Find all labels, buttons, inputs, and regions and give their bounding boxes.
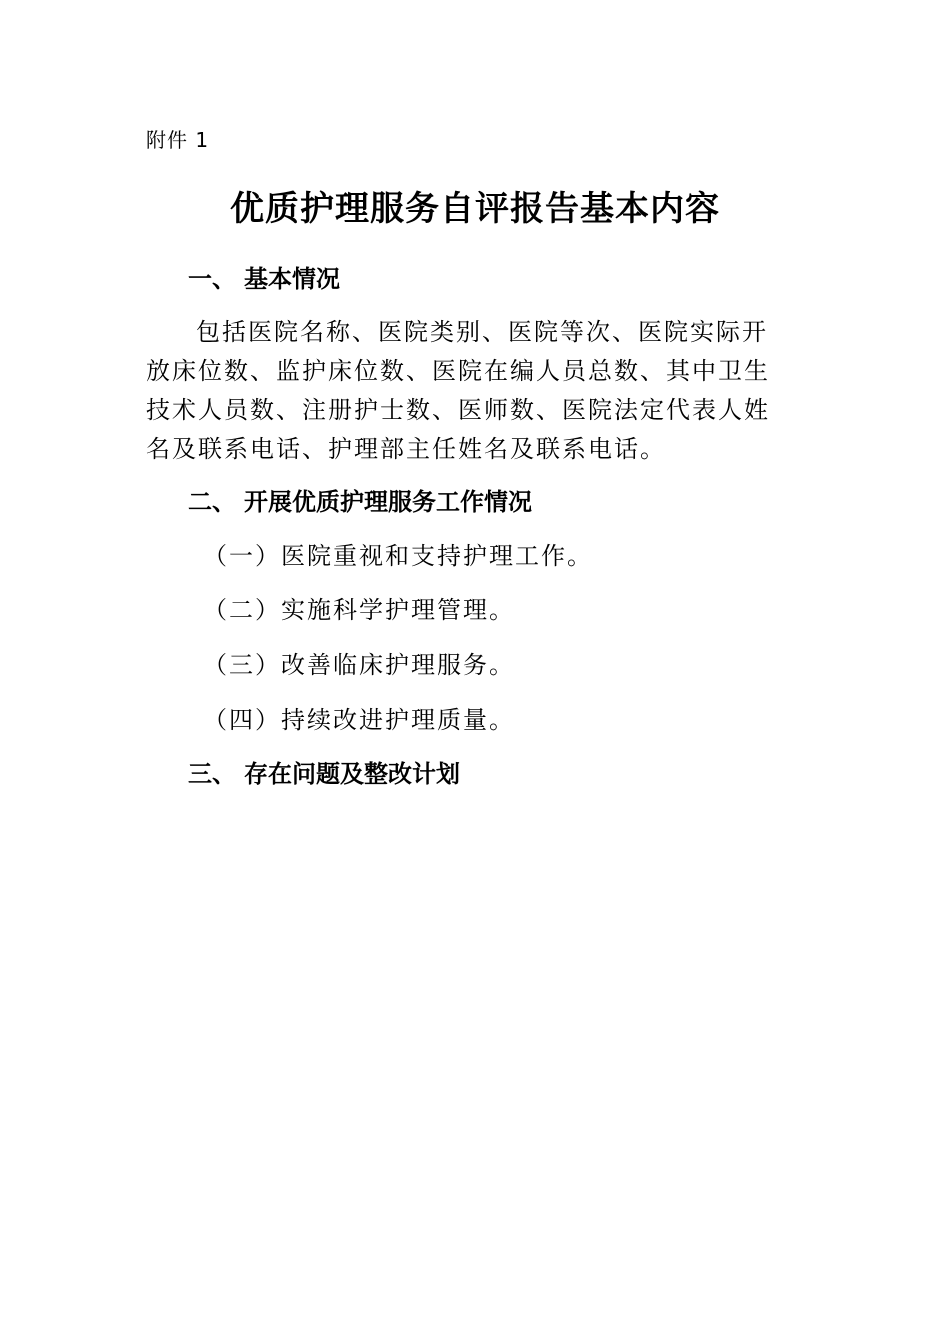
section-heading-basic-info xyxy=(188,262,340,296)
attachment-label: 附件 1 xyxy=(146,128,210,152)
section-title: 开展优质护理服务工作情况 xyxy=(244,488,532,516)
section-title: 存在问题及整改计划 xyxy=(244,760,460,788)
section-title: 基本情况 xyxy=(244,265,340,293)
section-number: 一、 xyxy=(188,265,236,293)
sub-item-3: （三）改善临床护理服务。 xyxy=(203,651,515,679)
section-heading-issues-plan xyxy=(188,757,460,791)
sub-item-4: （四）持续改进护理质量。 xyxy=(203,706,515,734)
sub-item-1: （一）医院重视和支持护理工作。 xyxy=(203,542,593,570)
section-number: 二、 xyxy=(188,488,236,516)
section-heading-quality-nursing xyxy=(188,485,532,519)
document-title: 优质护理服务自评报告基本内容 xyxy=(230,189,720,229)
sub-item-2: （二）实施科学护理管理。 xyxy=(203,596,515,624)
section-number: 三、 xyxy=(188,760,236,788)
basic-info-paragraph: 包括医院名称、医院类别、医院等次、医院实际开放床位数、监护床位数、医院在编人员总数、其中卫生技术人员数、注册护士数、医师数、医院法定代表人姓名及联系电话、护理部主任姓名及联系电话。 xyxy=(146,318,770,463)
